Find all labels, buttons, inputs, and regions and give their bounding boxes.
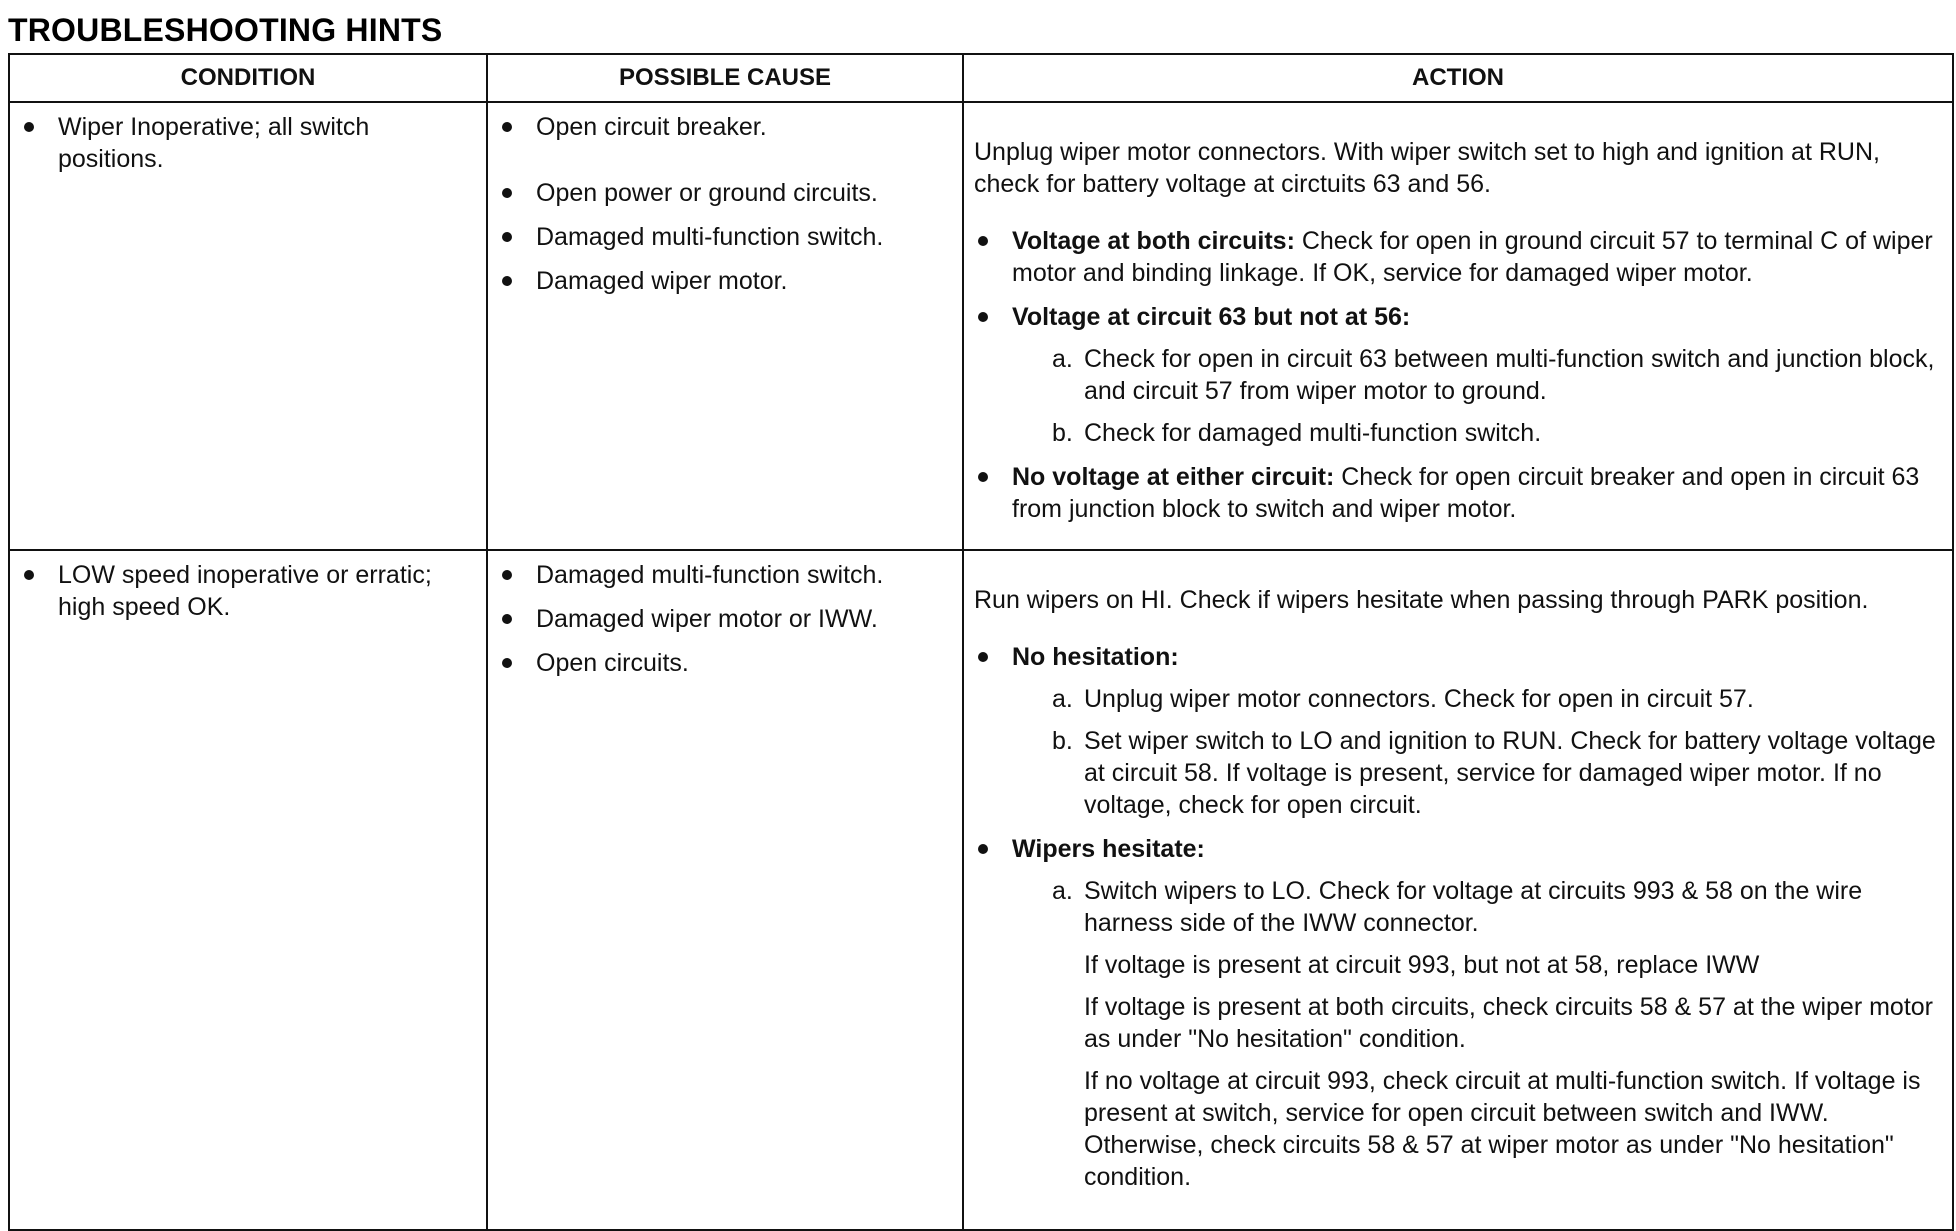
step-letter: b. bbox=[1052, 419, 1073, 447]
action-intro: Run wipers on HI. Check if wipers hesitate when passing through PARK position. bbox=[974, 586, 1869, 614]
sub-step bbox=[1012, 875, 1938, 939]
cause-cell bbox=[487, 102, 963, 550]
cause-item: Open circuits. bbox=[498, 647, 948, 679]
step-text: Unplug wiper motor connectors. Check for open in circuit 57. bbox=[1084, 685, 1754, 713]
step-letter: a. bbox=[1052, 685, 1073, 713]
cause-item: Damaged wiper motor. bbox=[498, 265, 948, 297]
step-letter: b. bbox=[1052, 727, 1073, 755]
cause-item: Damaged multi-function switch. bbox=[498, 559, 948, 591]
sub-step bbox=[1012, 417, 1938, 449]
page-title: TROUBLESHOOTING HINTS bbox=[8, 12, 443, 48]
step-text: Check for damaged multi-function switch. bbox=[1084, 419, 1542, 447]
action-item bbox=[974, 461, 1938, 525]
header-action: ACTION bbox=[963, 54, 1953, 102]
action-note: If voltage is present at both circuits, check circuits 58 & 57 at the wiper motor as under "No hesitation" condition. bbox=[1084, 993, 1933, 1053]
action-cell bbox=[963, 550, 1953, 1230]
cause-item: Damaged multi-function switch. bbox=[498, 221, 948, 253]
action-note: If no voltage at circuit 993, check circuit at multi-function switch. If voltage is present at switch, service for open circuit between switch and IWW. Otherwise, check circuits 58 & 57 at wiper motor as under "No hesitation" condition. bbox=[1084, 1067, 1921, 1191]
header-condition: CONDITION bbox=[9, 54, 487, 102]
sub-step bbox=[1012, 725, 1938, 821]
action-cell bbox=[963, 102, 1953, 550]
action-item bbox=[974, 225, 1938, 289]
sub-step-list bbox=[1012, 343, 1938, 449]
cause-item: Damaged wiper motor or IWW. bbox=[498, 603, 948, 635]
action-heading: Voltage at circuit 63 but not at 56: bbox=[1012, 303, 1411, 331]
condition-item: Wiper Inoperative; all switch positions. bbox=[20, 111, 472, 175]
step-text: Check for open in circuit 63 between multi-function switch and junction block, and circuit 57 from wiper motor to ground. bbox=[1084, 345, 1935, 405]
sub-step bbox=[1012, 343, 1938, 407]
action-text: Check for open circuit breaker and open in circuit 63 from junction block to switch and wiper motor. bbox=[1012, 463, 1920, 523]
step-letter: a. bbox=[1052, 345, 1073, 373]
header-row bbox=[9, 54, 1953, 102]
action-heading: Voltage at both circuits: bbox=[1012, 227, 1295, 255]
sub-step-list bbox=[1012, 875, 1938, 939]
header-possible-cause: POSSIBLE CAUSE bbox=[487, 54, 963, 102]
cause-item: Open circuit breaker. bbox=[498, 111, 948, 143]
condition-item: LOW speed inoperative or erratic; high speed OK. bbox=[20, 559, 472, 623]
cause-cell bbox=[487, 550, 963, 1230]
step-text: Set wiper switch to LO and ignition to RUN. Check for battery voltage voltage at circuit 58. If voltage is present, service for damaged wiper motor. If no voltage, check for open circuit. bbox=[1084, 727, 1936, 819]
condition-cell bbox=[9, 550, 487, 1230]
action-item bbox=[974, 833, 1938, 1193]
step-letter: a. bbox=[1052, 877, 1073, 905]
table-row bbox=[9, 102, 1953, 550]
action-heading: No hesitation: bbox=[1012, 643, 1179, 671]
sub-step-list bbox=[1012, 683, 1938, 821]
sub-step bbox=[1012, 683, 1938, 715]
action-text: Check for open in ground circuit 57 to terminal C of wiper motor and binding linkage. If OK, service for damaged wiper motor. bbox=[1012, 227, 1933, 287]
action-heading: No voltage at either circuit: bbox=[1012, 463, 1335, 491]
action-item bbox=[974, 301, 1938, 449]
condition-cell bbox=[9, 102, 487, 550]
action-item bbox=[974, 641, 1938, 821]
action-intro: Unplug wiper motor connectors. With wiper switch set to high and ignition at RUN, check for battery voltage at circtuits 63 and 56. bbox=[974, 138, 1880, 198]
step-text: Switch wipers to LO. Check for voltage at circuits 993 & 58 on the wire harness side of the IWW connector. bbox=[1084, 877, 1863, 937]
table-row bbox=[9, 550, 1953, 1230]
action-heading: Wipers hesitate: bbox=[1012, 835, 1205, 863]
action-note: If voltage is present at circuit 993, but not at 58, replace IWW bbox=[1084, 951, 1760, 979]
troubleshooting-table bbox=[8, 53, 1954, 1231]
cause-item: Open power or ground circuits. bbox=[498, 177, 948, 209]
